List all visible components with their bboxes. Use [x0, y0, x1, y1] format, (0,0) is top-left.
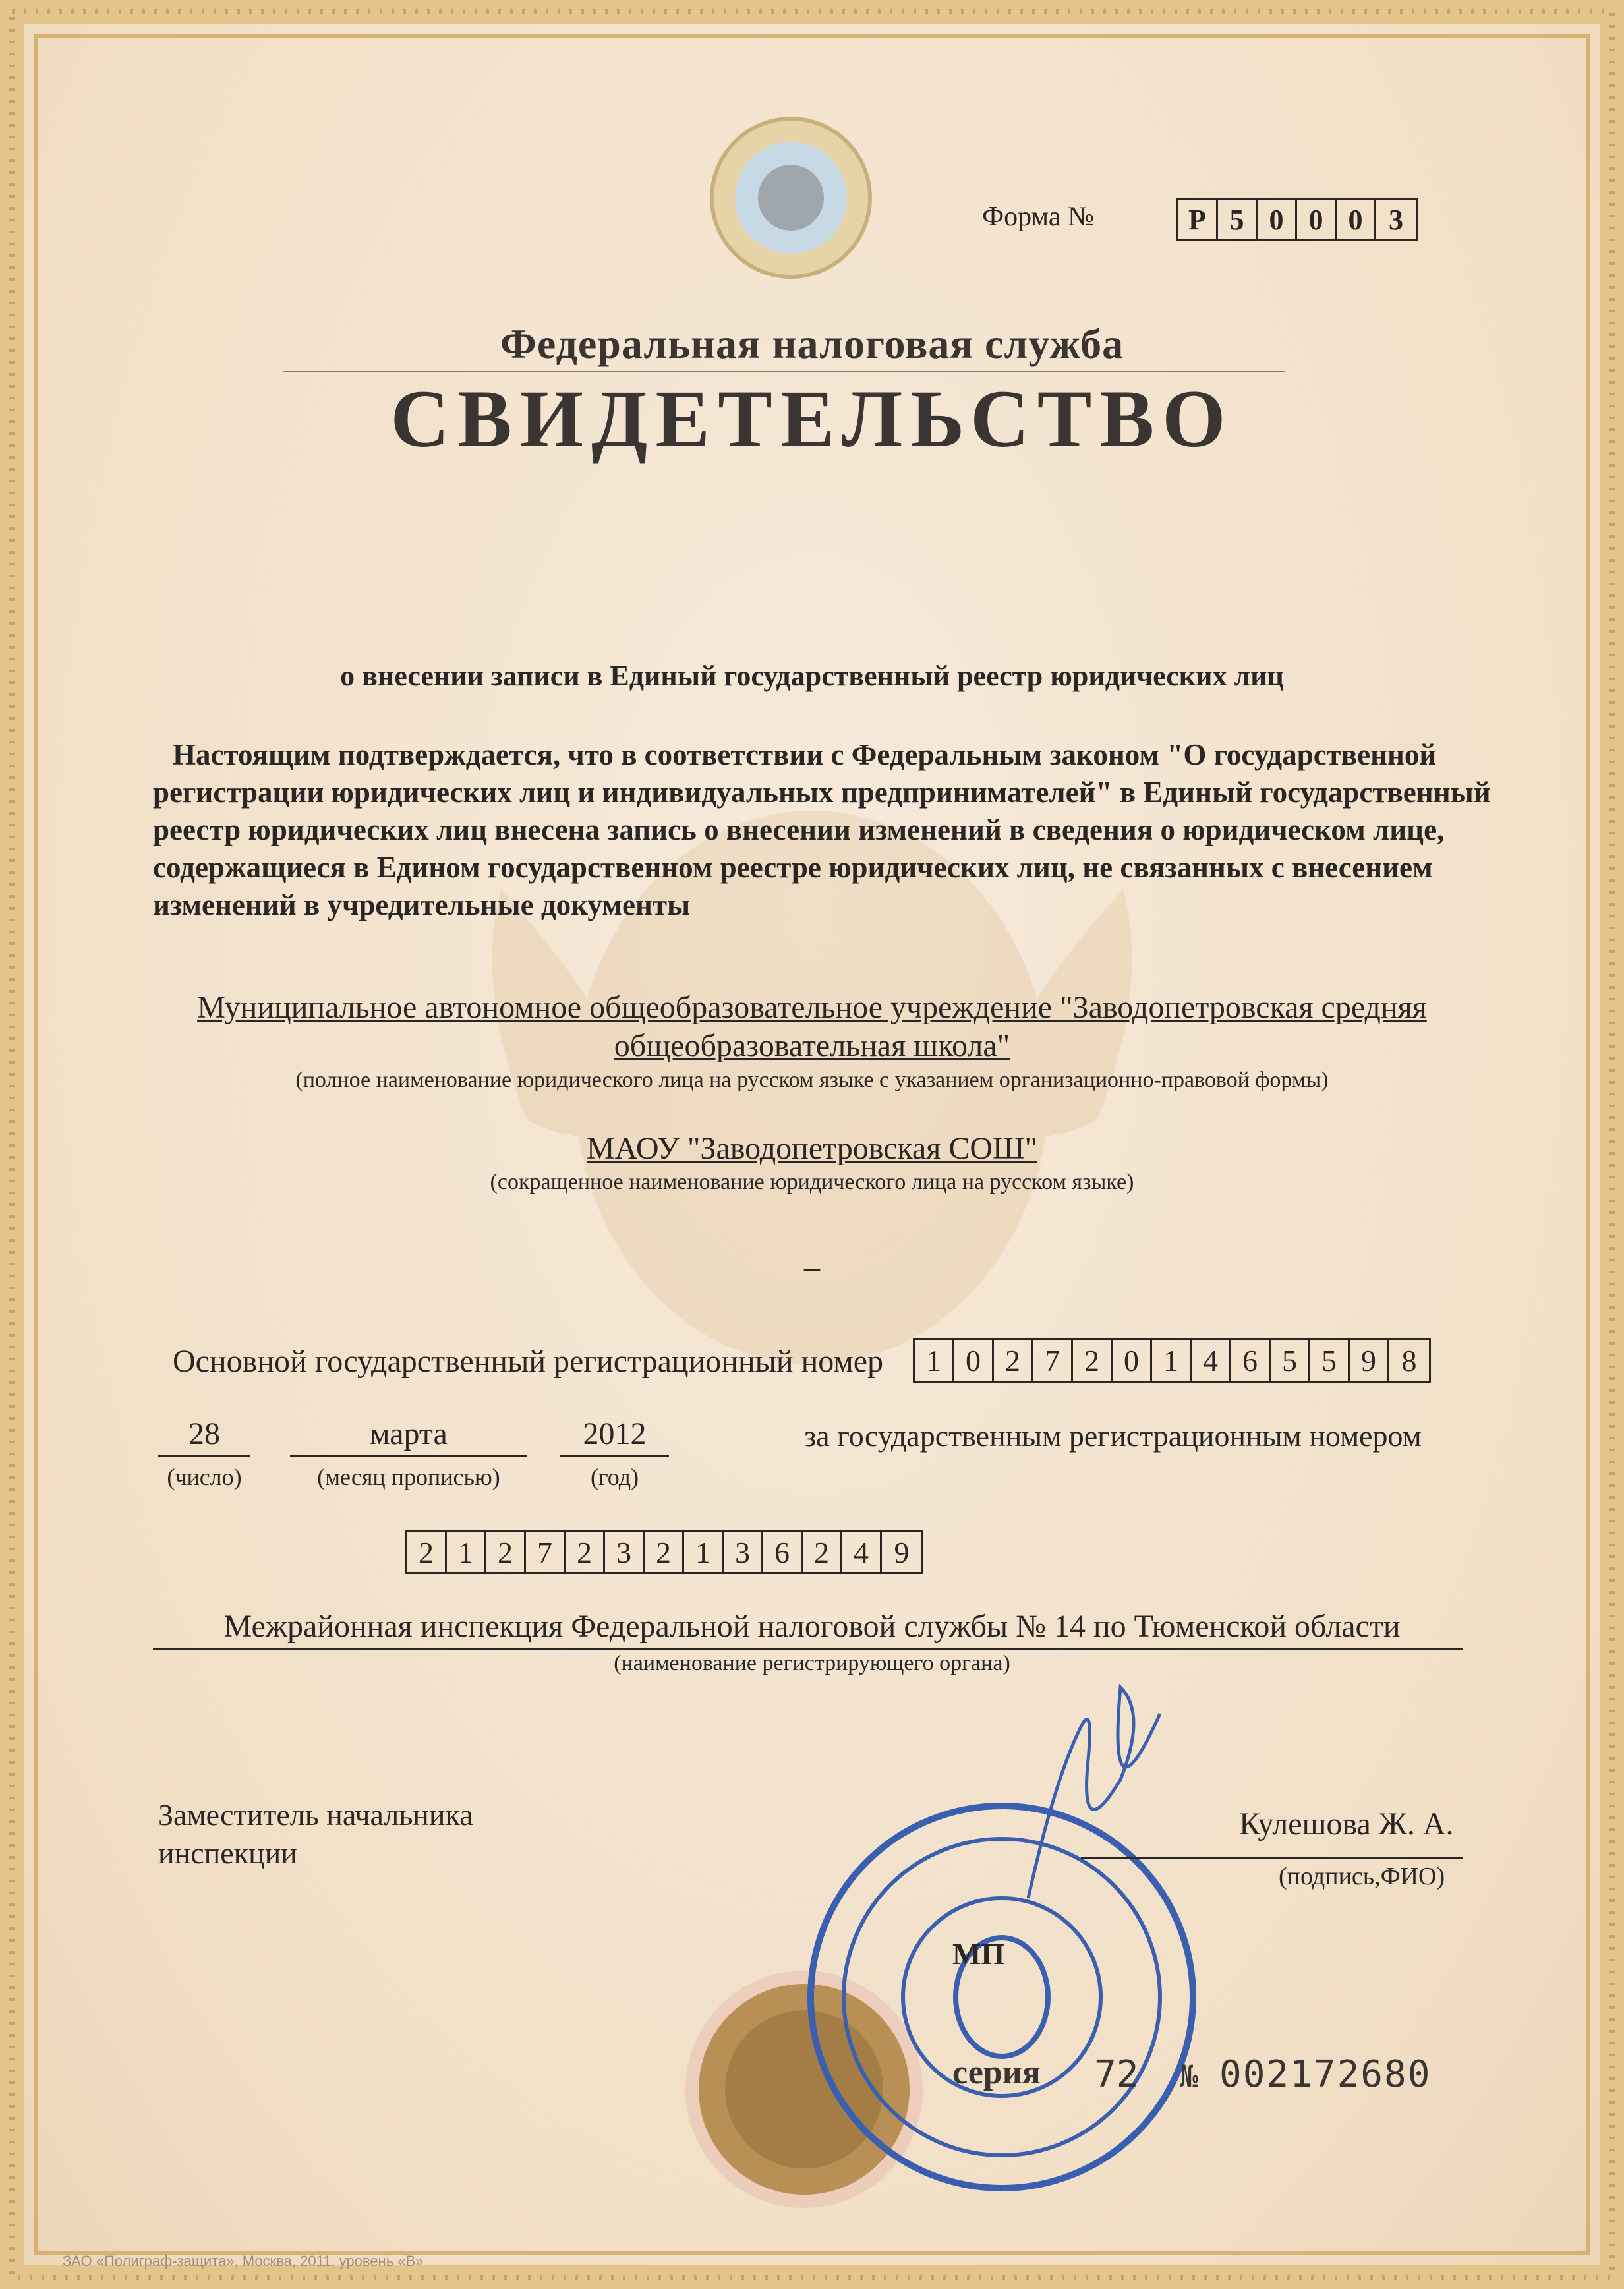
- body-text: Настоящим подтверждается, что в соответствии с Федеральным законом "О государственной регистрации юридических лиц и индивидуальных предпринимателей" в Единый государственный реестр юридических лиц внесена запись о внесении изменений в сведения о юридическом лице, содержащиеся в Едином государственном реестре юридических лиц, не связанных с внесением изменений в учредительные документы: [153, 738, 1491, 921]
- body-paragraph: [153, 736, 1497, 924]
- authority-underline: [153, 1648, 1463, 1650]
- grn-digit: 3: [724, 1532, 763, 1572]
- stamp-place-label: МП: [952, 1937, 1005, 1971]
- grn-digit: 4: [842, 1532, 882, 1572]
- ogrn-digit: 5: [1271, 1340, 1310, 1381]
- ogrn-digit: 6: [1231, 1340, 1271, 1381]
- form-code-cell: 5: [1218, 200, 1258, 239]
- series-label: серия: [952, 2054, 1041, 2091]
- number-sign: №: [1180, 2058, 1198, 2094]
- entity-full-hint: (полное наименование юридического лица на русском языке с указанием организационно-правовой формы): [295, 1068, 1329, 1092]
- date-year: 2012: [560, 1416, 669, 1457]
- date-month-hint: (месяц прописью): [317, 1464, 500, 1490]
- grn-digit: 2: [486, 1532, 526, 1572]
- ogrn-digit: 4: [1192, 1340, 1231, 1381]
- gold-seal: [685, 1971, 923, 2208]
- date-month: марта: [290, 1416, 527, 1457]
- form-code-cell: Р: [1178, 200, 1218, 239]
- entity-short-name: МАОУ "Заводопетровская СОШ": [586, 1131, 1038, 1166]
- grn-digit: 2: [566, 1532, 605, 1572]
- document-subtitle: о внесении записи в Единый государственный реестр юридических лиц: [340, 660, 1284, 692]
- entity-full-name: Муниципальное автономное общеобразовательное учреждение "Заводопетровская средняя общеобразовательная школа": [197, 990, 1427, 1063]
- ogrn-digit: 0: [954, 1340, 994, 1381]
- date-year-hint: (год): [590, 1464, 639, 1490]
- ogrn-label: Основной государственный регистрационный номер: [173, 1344, 884, 1379]
- grn-digit: 2: [803, 1532, 842, 1572]
- hologram-emblem: [712, 119, 870, 277]
- grn-digit: 7: [526, 1532, 566, 1572]
- document-title: СВИДЕТЕЛЬСТВО: [390, 374, 1234, 464]
- ogrn-digit: 1: [1152, 1340, 1192, 1381]
- ogrn-digit: 2: [1073, 1340, 1113, 1381]
- grn-number: [405, 1530, 923, 1574]
- ogrn-digit: 2: [994, 1340, 1033, 1381]
- ogrn-digit: 9: [1350, 1340, 1389, 1381]
- ogrn-digit: 8: [1401, 1343, 1417, 1377]
- official-position: [158, 1796, 473, 1872]
- document-number: 002172680: [1219, 2053, 1432, 2096]
- registering-authority: Межрайонная инспекция Федеральной налоговой службы № 14 по Тюменской области: [223, 1609, 1401, 1644]
- signature-line: [1081, 1857, 1463, 1859]
- form-code-cell: 0: [1258, 200, 1297, 239]
- printer-note: ЗАО «Полиграф-защита», Москва, 2011, уровень «В»: [63, 2253, 424, 2269]
- position-line-1: Заместитель начальника: [158, 1798, 473, 1832]
- grn-digit: 2: [407, 1532, 447, 1572]
- grn-label: за государственным регистрационным номером: [804, 1419, 1422, 1453]
- entity-short-hint: (сокращенное наименование юридического лица на русском языке): [490, 1170, 1134, 1194]
- date-day: 28: [158, 1416, 250, 1457]
- form-label: Форма №: [982, 202, 1095, 232]
- ogrn-digit: 7: [1033, 1340, 1073, 1381]
- form-code: [1176, 198, 1418, 241]
- grn-digit: 1: [447, 1532, 486, 1572]
- grn-digit: 1: [684, 1532, 724, 1572]
- agency-name: Федеральная налоговая служба: [500, 320, 1124, 367]
- authority-hint: (наименование регистрирующего органа): [614, 1651, 1010, 1675]
- signature-hint: (подпись,ФИО): [1279, 1863, 1445, 1890]
- form-code-cell: 0: [1297, 200, 1337, 239]
- official-name: Кулешова Ж. А.: [1239, 1807, 1454, 1841]
- foreign-name-dash: –: [804, 1250, 820, 1285]
- grn-digit: 6: [763, 1532, 803, 1572]
- form-code-cell: 3: [1389, 203, 1403, 236]
- grn-digit: 9: [894, 1535, 910, 1569]
- grn-digit: 3: [605, 1532, 645, 1572]
- series-number: 72: [1094, 2053, 1139, 2096]
- ogrn-digit: 5: [1310, 1340, 1350, 1381]
- date-day-hint: (число): [167, 1464, 242, 1490]
- ogrn-digit: 0: [1113, 1340, 1152, 1381]
- ogrn-number: [913, 1338, 1431, 1383]
- position-line-2: инспекции: [158, 1836, 297, 1870]
- grn-digit: 2: [645, 1532, 684, 1572]
- ogrn-digit: 1: [915, 1340, 954, 1381]
- form-code-cell: 0: [1337, 200, 1376, 239]
